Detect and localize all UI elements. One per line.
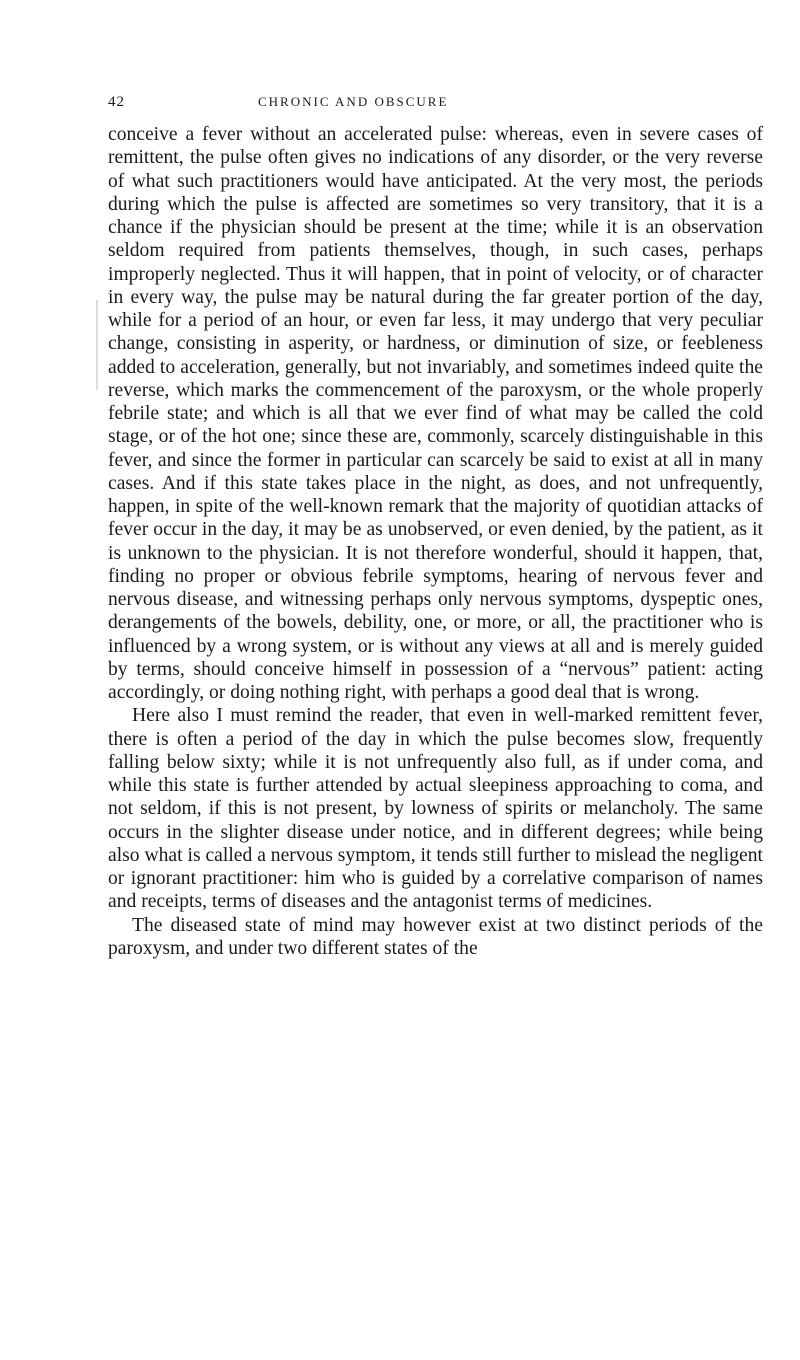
- page-number: 42: [108, 94, 125, 110]
- paragraph: Here also I must remind the reader, that even in well-marked remittent fever, there is often a period of the day in which the pulse becomes slow, frequently falling below sixty; while it is not unfrequently also full, as if under coma, and while this state is further attended by actual sleepiness approaching to coma, and not seldom, if this is not present, by lowness of spirits or melancholy. The same occurs in the slighter disease under notice, and in different degrees; while being also what is called a nervous symptom, it tends still further to mislead the negligent or ignorant practitioner: him who is guided by a correlative comparison of names and receipts, terms of diseases and the antagonist terms of medicines.: [108, 705, 763, 913]
- margin-mark: [96, 300, 98, 390]
- running-title: CHRONIC AND OBSCURE: [258, 94, 449, 109]
- paragraph: conceive a fever without an accelerated pulse: whereas, even in severe cases of remittent, the pulse often gives no indications of any disorder, or the very reverse of what such practitioners would have anticipated. At the very most, the periods during which the pulse is affected are sometimes so very transitory, that it is a chance if the physician should be present at the time; while it is an observation seldom required from patients themselves, though, in such cases, perhaps improperly neglected. Thus it will happen, that in point of velocity, or of character in every way, the pulse may be natural during the far greater portion of the day, while for a period of an hour, or even far less, it may undergo that very peculiar change, consisting in asperity, or hardness, or diminution of size, or feebleness added to acceleration, generally, but not invariably, and sometimes indeed quite the reverse, which marks the commencement of the paroxysm, or the whole properly febrile state; and which is all that we ever find of what may be called the cold stage, or of the hot one; since these are, commonly, scarcely distinguishable in this fever, and since the former in particular can scarcely be said to exist at all in many cases. And if this state takes place in the night, as does, and not unfrequently, happen, in spite of the well-known remark that the majority of quotidian attacks of fever occur in the day, it may be as unobserved, or even denied, by the patient, as it is unknown to the physician. It is not therefore wonderful, should it happen, that, finding no proper or obvious febrile symptoms, hearing of nervous fever and nervous disease, and witnessing perhaps only nervous symptoms, dyspeptic ones, derangements of the bowels, debility, one, or more, or all, the practitioner who is influenced by a wrong system, or is without any views at all and is merely guided by terms, should conceive himself in possession of a “nervous” patient: acting accordingly, or doing nothing right, with perhaps a good deal that is wrong.: [108, 124, 763, 703]
- paragraph: The diseased state of mind may however exist at two distinct periods of the paroxysm, and under two different states of the: [108, 914, 763, 959]
- running-head: [0, 94, 800, 118]
- body-text: [108, 123, 763, 960]
